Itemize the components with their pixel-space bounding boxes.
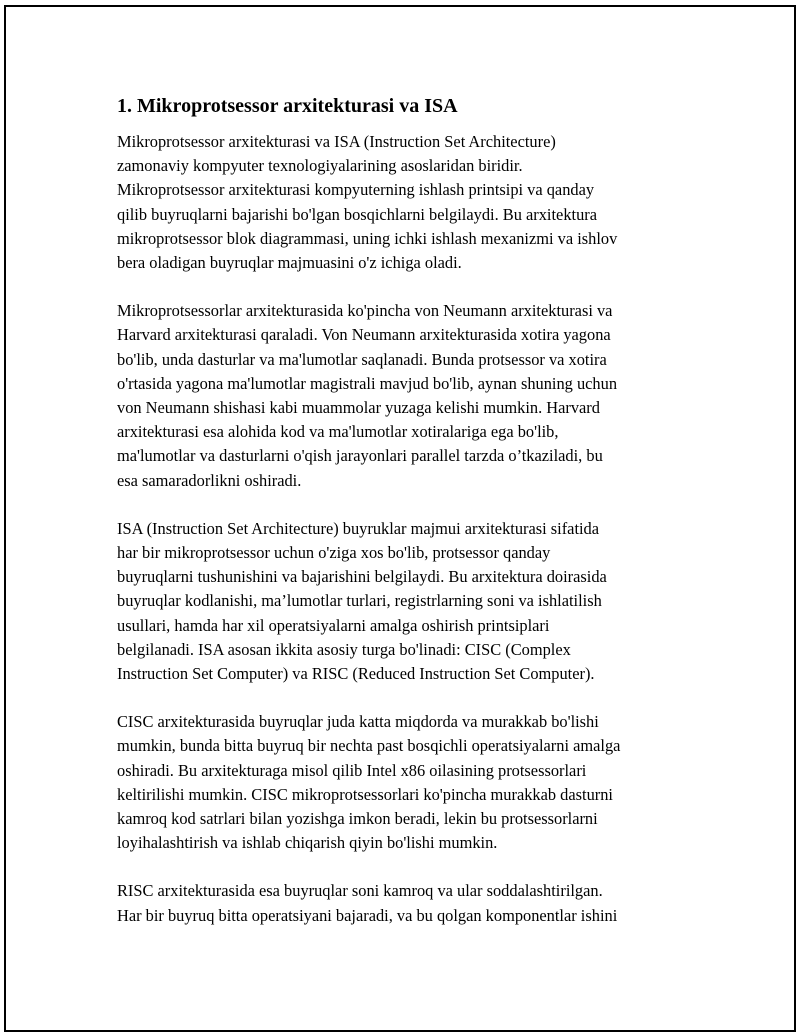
section-heading: 1. Mikroprotsessor arxitekturasi va ISA: [117, 95, 458, 117]
paragraph-cisc: CISC arxitekturasida buyruqlar juda katta miqdorda va murakkab bo'lishi mumkin, bunda bitta buyruq bir nechta past bosqichli operatsiyalarni amalga oshiradi. Bu arxitekturaga misol qilib Intel x86 oilasining protsessorlari keltirilishi mumkin. CISC mikroprotsessorlari ko'pincha murakkab dasturni kamroq kod satrlari bilan yozishga imkon beradi, lekin bu protsessorlarni loyihalashtirish va ishlab chiqarish qiyin bo'lishi mumkin.: [117, 712, 621, 853]
paragraph-intro: Mikroprotsessor arxitekturasi va ISA (Instruction Set Architecture) zamonaviy kompyuter texnologiyalarining asoslaridan biridir. Mikroprotsessor arxitekturasi kompyuterning ishlash printsipi va qanday qilib buyruqlarni bajarishi bo'lgan bosqichlarni belgilaydi. Bu arxitektura mikroprotsessor blok diagrammasi, uning ichki ishlash mexanizmi va ishlov bera oladigan buyruqlar majmuasini o'z ichiga oladi.: [117, 132, 618, 273]
paragraph-von-neumann-harvard: Mikroprotsessorlar arxitekturasida ko'pincha von Neumann arxitekturasi va Harvard arxitekturasi qaraladi. Von Neumann arxitekturasida xotira yagona bo'lib, unda dasturlar va ma'lumotlar saqlanadi. Bunda protsessor va xotira o'rtasida yagona ma'lumotlar magistrali mavjud bo'lib, aynan shuning uchun von Neumann shishasi kabi muammolar yuzaga kelishi mumkin. Harvard arxitekturasi esa alohida kod va ma'lumotlar xotiralariga ega bo'lib, ma'lumotlar va dasturlarni o'qish jarayonlari parallel tarzda o’tkaziladi, bu esa samaradorlikni oshiradi.: [117, 301, 618, 490]
paragraph-isa: ISA (Instruction Set Architecture) buyruklar majmui arxitekturasi sifatida har bir mikroprotsessor uchun o'ziga xos bo'lib, protsessor qanday buyruqlarni tushunishini va bajarishini belgilaydi. Bu arxitektura doirasida buyruqlar kodlanishi, ma’lumotlar turlari, registrlarning soni va ishlatilish usullari, hamda har xil operatsiyalarni amalga oshirish printsiplari belgilanadi. ISA asosan ikkita asosiy turga bo'linadi: CISC (Complex Instruction Set Computer) va RISC (Reduced Instruction Set Computer).: [117, 518, 607, 684]
paragraph-risc: RISC arxitekturasida esa buyruqlar soni kamroq va ular soddalashtirilgan. Har bir buyruq bitta operatsiyani bajaradi, va bu qolgan komponentlar ishini: [117, 881, 618, 925]
document-body: [117, 92, 692, 952]
